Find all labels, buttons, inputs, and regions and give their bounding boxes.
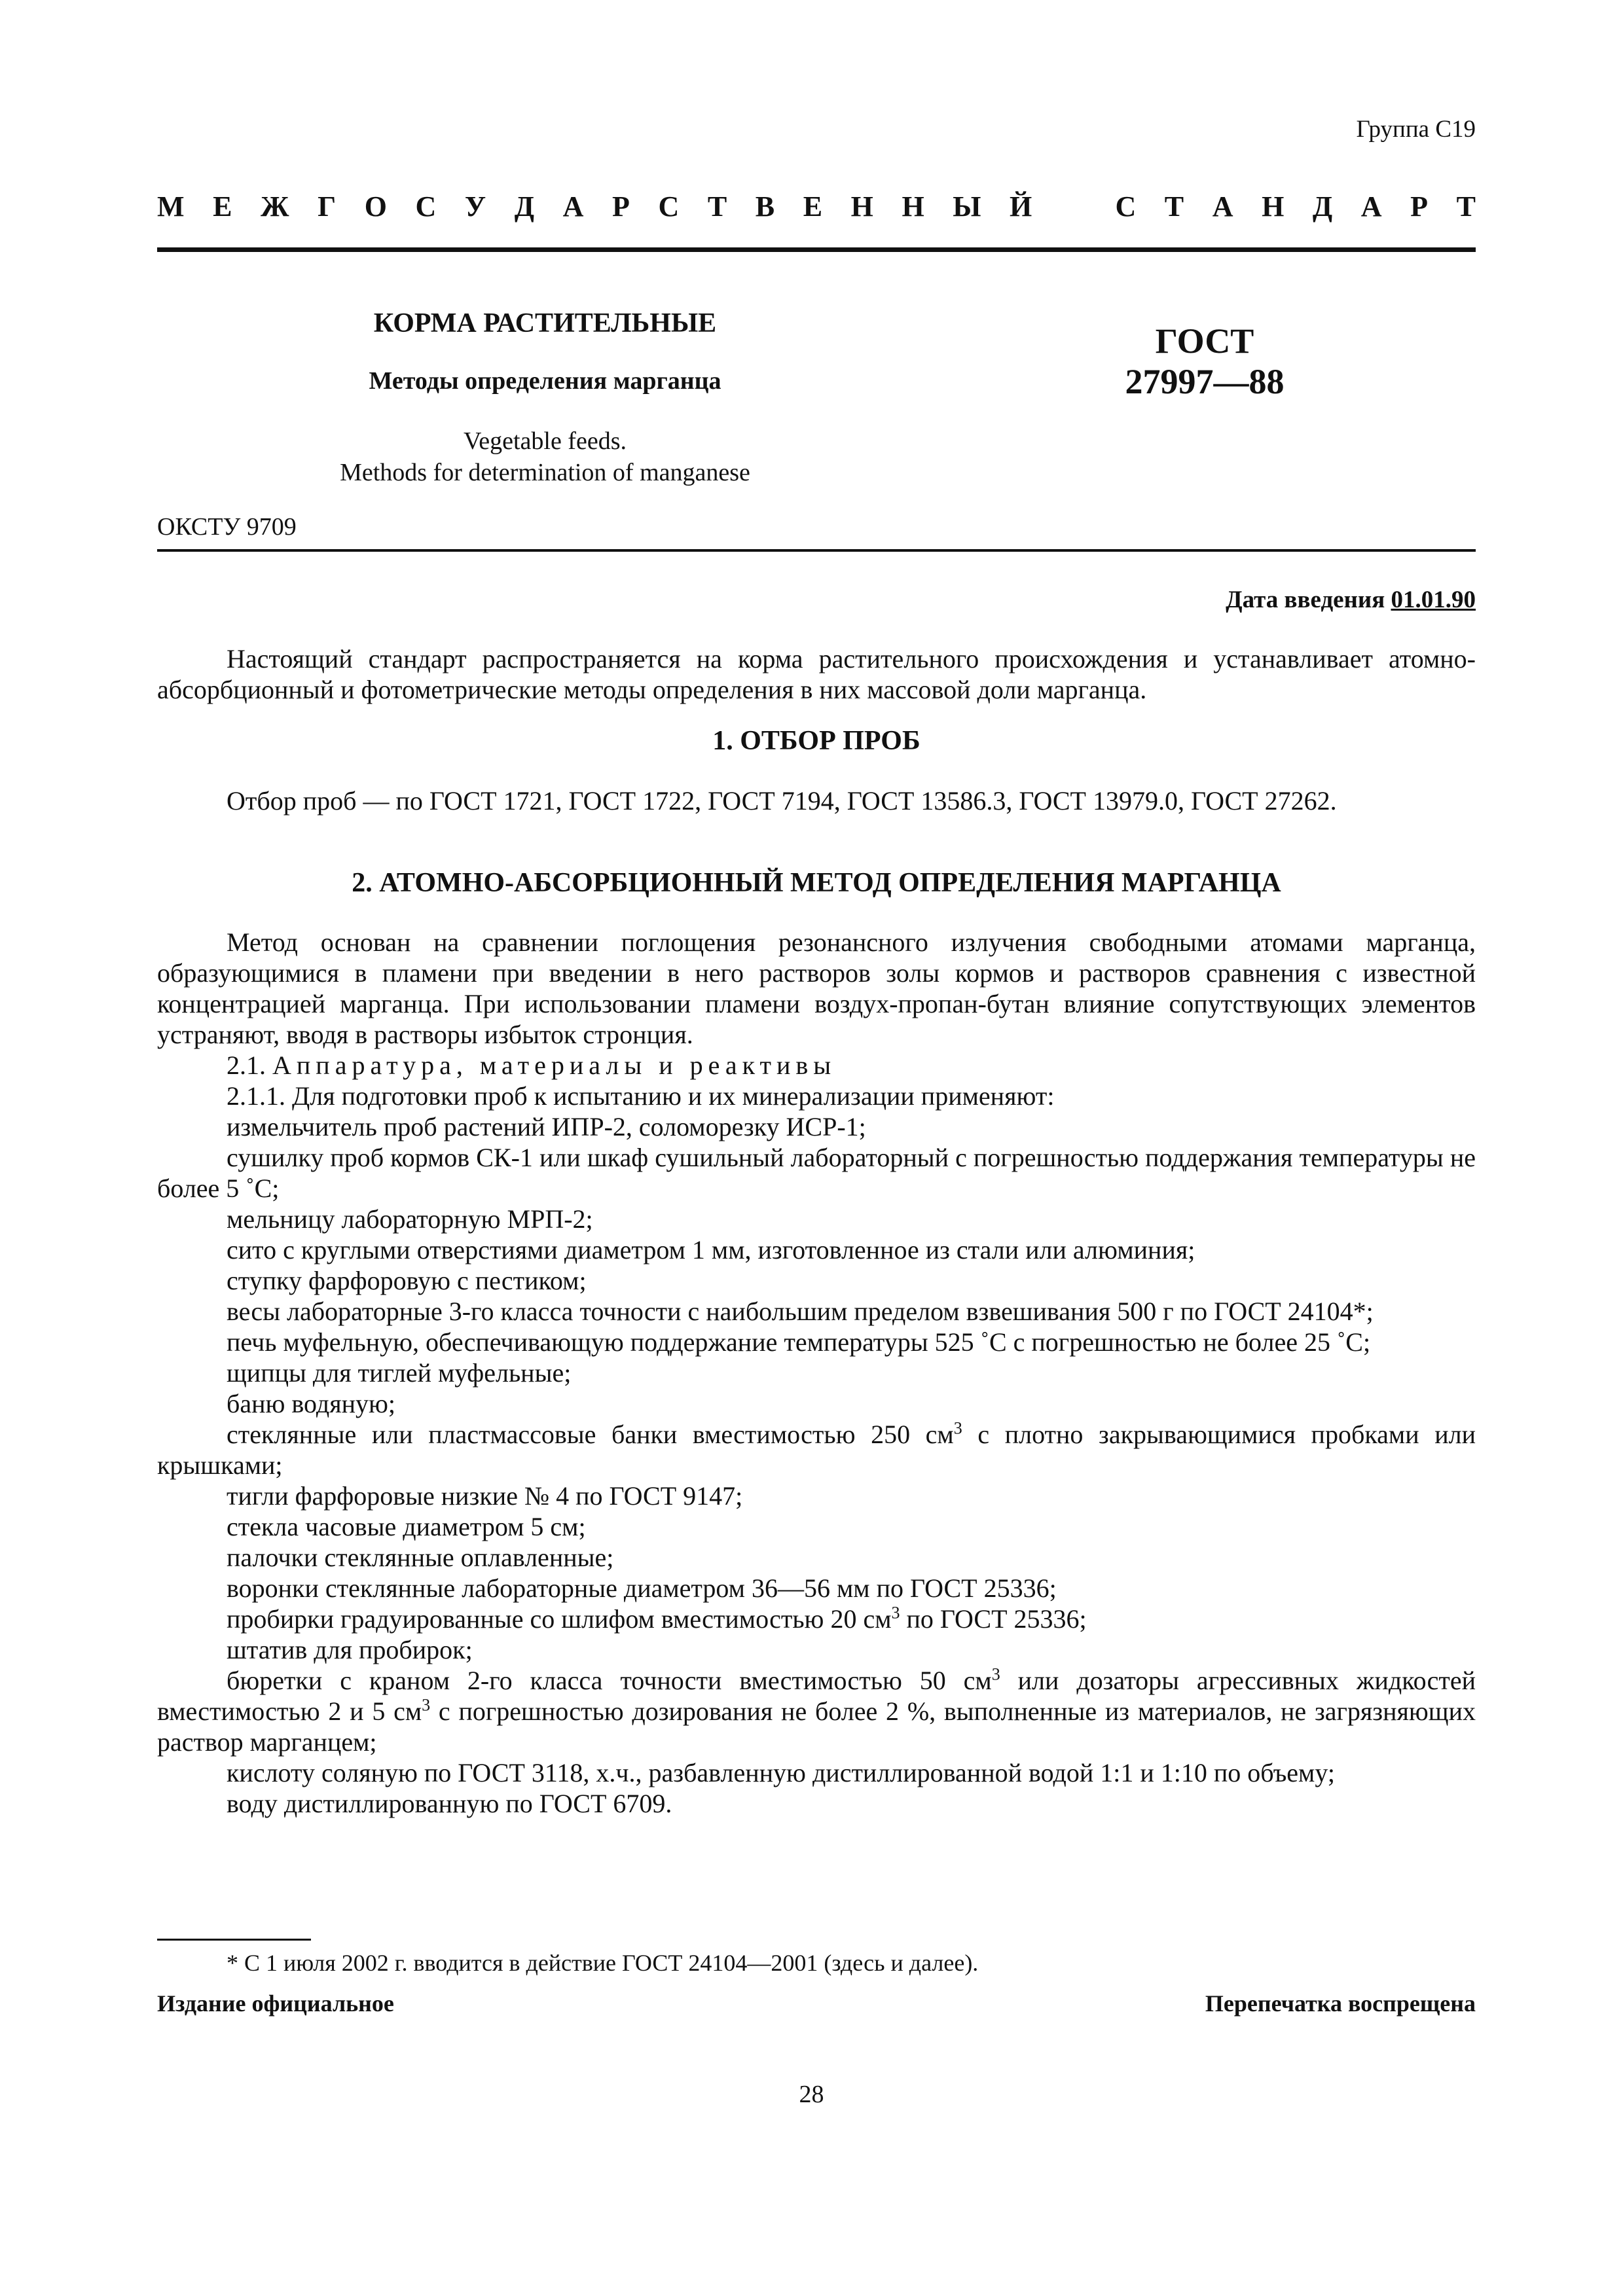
section-2-body	[157, 927, 1476, 1819]
banner-letter: В	[755, 190, 775, 223]
list-item: мельницу лабораторную МРП-2;	[227, 1204, 593, 1234]
banner-letter: С	[1115, 190, 1137, 223]
banner-letter: Д	[1312, 190, 1333, 223]
banner-word-gap	[1061, 190, 1087, 223]
banner-letter: А	[1212, 190, 1233, 223]
banner-letter: А	[1360, 190, 1382, 223]
banner-letter: Н	[902, 190, 924, 223]
banner-letter: Р	[1410, 190, 1429, 223]
method-paragraph: Метод основан на сравнении поглощения резонансного излучения свободными атомами марганца, образующимися в пламени при введении в него растворов золы кормов и растворов сравнения с известной концентрацией марганца. При использовании пламени воздух-пропан-бутан влияние сопутствующих элементов устраняют, вводя в растворы избыток стронция.	[157, 927, 1476, 1049]
gost-number: 27997—88	[1125, 362, 1285, 401]
list-item: палочки стеклянные оплавленные;	[227, 1543, 614, 1572]
okstu-code: ОКСТУ 9709	[157, 513, 297, 541]
english-title	[157, 425, 933, 488]
introduction-date-label: Дата введения	[1226, 586, 1391, 613]
list-item: щипцы для тиглей муфельные;	[227, 1358, 572, 1388]
subsection-2-1-title: Аппаратура, материалы и реактивы	[272, 1050, 837, 1080]
section-2-heading: 2. АТОМНО-АБСОРБЦИОННЫЙ МЕТОД ОПРЕДЕЛЕНИЯ МАРГАНЦА	[352, 868, 1281, 898]
title-rule	[157, 549, 1476, 552]
list-item: печь муфельную, обеспечивающую поддержание температуры 525 ˚С с погрешностью не более 25 ˚С;	[227, 1327, 1371, 1357]
gost-label: ГОСТ	[1155, 321, 1254, 361]
section-1-text: Отбор проб — по ГОСТ 1721, ГОСТ 1722, ГОСТ 7194, ГОСТ 13586.3, ГОСТ 13979.0, ГОСТ 27262.	[227, 786, 1337, 816]
english-title-line2: Methods for determination of manganese	[340, 459, 750, 486]
footnote-rule	[157, 1939, 311, 1941]
banner-letter: М	[157, 190, 185, 223]
list-item: ступку фарфоровую с пестиком;	[227, 1266, 587, 1295]
list-item-jars: стеклянные или пластмассовые банки вместимостью 250 $см^3$ с плотно закрывающимися пробками или крышками;	[157, 1418, 1476, 1480]
document-subtitle: Методы определения марганца	[369, 367, 721, 395]
list-item: измельчитель проб растений ИПР-2, соломорезку ИСР-1;	[227, 1112, 866, 1141]
edition-label: Издание официальное	[157, 1990, 394, 2017]
subsection-2-1-number: 2.1.	[227, 1050, 272, 1080]
banner-letter: Е	[213, 190, 232, 223]
list-item: тигли фарфоровые низкие № 4 по ГОСТ 9147;	[227, 1481, 743, 1511]
intro-paragraph: Настоящий стандарт распространяется на корма растительного происхождения и устанавливает атомно-абсорбционный и фотометрические методы определения в них массовой доли марганца.	[157, 644, 1476, 704]
introduction-date-value: 01.01.90	[1391, 586, 1476, 613]
reprint-notice: Перепечатка воспрещена	[1205, 1990, 1476, 2017]
banner-letter: Т	[1164, 190, 1184, 223]
banner-letter: Т	[1456, 190, 1476, 223]
banner-letter: Н	[850, 190, 873, 223]
list-item: весы лабораторные 3-го класса точности с наибольшим пределом взвешивания 500 г по ГОСТ 24104*;	[227, 1297, 1374, 1326]
banner-letter: Р	[611, 190, 630, 223]
banner-letter: Ы	[953, 190, 981, 223]
list-item: воронки стеклянные лабораторные диаметром 36—56 мм по ГОСТ 25336;	[227, 1573, 1057, 1603]
list-item: баню водяную;	[227, 1389, 396, 1418]
banner-letter: Й	[1010, 190, 1032, 223]
section-1-heading: 1. ОТБОР ПРОБ	[712, 726, 921, 756]
interstate-standard-banner	[157, 190, 1476, 223]
subsection-2-1-heading	[157, 1050, 1476, 1081]
footnote: * С 1 июля 2002 г. вводится в действие ГОСТ 24104—2001 (здесь и далее).	[227, 1950, 979, 1976]
banner-letter: А	[562, 190, 584, 223]
list-item: штатив для пробирок;	[227, 1635, 473, 1664]
list-item: сито с круглыми отверстиями диаметром 1 мм, изготовленное из стали или алюминия;	[227, 1235, 1195, 1265]
english-title-line1: Vegetable feeds.	[464, 427, 627, 455]
header-rule	[157, 247, 1476, 252]
list-item-burettes: бюретки с краном 2-го класса точности вместимостью 50 $см^3$ или дозаторы агрессивных жидкостей вместимостью 2 и 5 $см^3$ с погрешностью дозирования не более 2 %, выполненные из материалов, не загрязняющих раствор марганцем;	[157, 1664, 1476, 1757]
banner-letter: О	[364, 190, 387, 223]
banner-letter: Т	[707, 190, 727, 223]
list-item: воду дистиллированную по ГОСТ 6709.	[227, 1789, 672, 1818]
introduction-date	[1226, 586, 1476, 614]
list-item: стекла часовые диаметром 5 см;	[227, 1512, 586, 1541]
list-item: сушилку проб кормов СК-1 или шкаф сушильный лабораторный с погрешностью поддержания температуры не более 5 ˚С;	[157, 1143, 1476, 1203]
list-item-tubes: пробирки градуированные со шлифом вместимостью 20 $см^3$ по ГОСТ 25336;	[227, 1603, 1087, 1634]
banner-letter: С	[415, 190, 437, 223]
banner-letter: Д	[514, 190, 535, 223]
page-number: 28	[799, 2081, 824, 2108]
banner-letter: Ж	[261, 190, 289, 223]
banner-letter: У	[464, 190, 486, 223]
banner-letter: С	[658, 190, 680, 223]
item-2-1-1: 2.1.1. Для подготовки проб к испытанию и их минерализации применяют:	[227, 1081, 1055, 1111]
document-title: КОРМА РАСТИТЕЛЬНЫЕ	[373, 308, 717, 338]
list-item: кислоту соляную по ГОСТ 3118, х.ч., разбавленную дистиллированной водой 1:1 и 1:10 по объему;	[227, 1758, 1335, 1787]
banner-letter: Н	[1262, 190, 1285, 223]
banner-letter: Г	[318, 190, 337, 223]
group-label: Группа С19	[1356, 116, 1476, 143]
banner-letter: Е	[803, 190, 823, 223]
